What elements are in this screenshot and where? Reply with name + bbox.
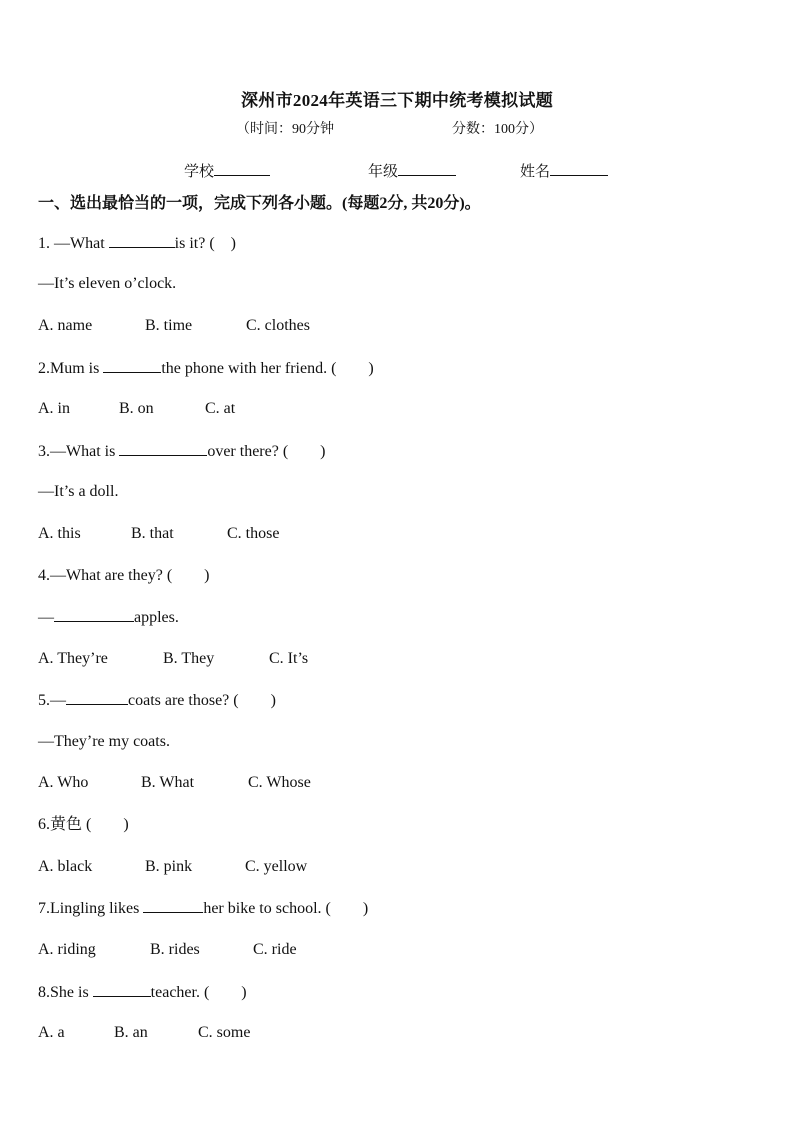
- exam-score: 分数：100分）: [452, 122, 543, 137]
- option-a[interactable]: A. in: [38, 400, 70, 417]
- exam-time: （时间：90分钟: [236, 122, 334, 137]
- question-1: 1. —What is it? ( ): [38, 235, 236, 252]
- school-blank: [214, 163, 270, 176]
- option-b[interactable]: B. rides: [150, 941, 200, 958]
- option-b[interactable]: B. pink: [145, 858, 193, 875]
- option-b[interactable]: B. What: [141, 774, 195, 791]
- answer-line-3: —It’s a doll.: [38, 483, 119, 500]
- option-a[interactable]: A. a: [38, 1024, 65, 1041]
- option-b[interactable]: B. an: [114, 1024, 148, 1041]
- grade-blank: [398, 163, 456, 176]
- answer-line-1: —It’s eleven o’clock.: [38, 275, 177, 292]
- option-c[interactable]: C. yellow: [245, 858, 308, 875]
- answer-line-5: —They’re my coats.: [38, 733, 170, 750]
- question-5: 5.— coats are those? ( ): [38, 692, 276, 709]
- answer-blank[interactable]: [54, 607, 134, 622]
- options-4: [38, 649, 308, 669]
- option-a[interactable]: A. black: [38, 858, 93, 875]
- name-field[interactable]: [520, 160, 608, 181]
- answer-line-4: — apples.: [38, 609, 179, 626]
- question-8: 8.She is teacher. ( ): [38, 984, 247, 1001]
- grade-label: 年级: [368, 164, 399, 180]
- option-c[interactable]: C. at: [205, 400, 236, 417]
- options-7: [38, 940, 297, 960]
- option-a[interactable]: A. name: [38, 317, 93, 334]
- answer-blank[interactable]: [103, 358, 161, 373]
- option-b[interactable]: B. They: [163, 650, 215, 667]
- option-b[interactable]: B. time: [145, 317, 193, 334]
- question-3: 3.—What is over there? ( ): [38, 443, 326, 460]
- option-a[interactable]: A. They’re: [38, 650, 108, 667]
- school-field[interactable]: [184, 160, 270, 181]
- question-6: 6.黄色 ( ): [38, 816, 129, 833]
- answer-blank[interactable]: [66, 690, 128, 705]
- answer-blank[interactable]: [143, 898, 203, 913]
- answer-blank[interactable]: [93, 982, 151, 997]
- option-a[interactable]: A. Who: [38, 774, 89, 791]
- answer-blank[interactable]: [109, 233, 175, 248]
- name-blank: [550, 163, 608, 176]
- school-label: 学校: [184, 164, 215, 180]
- option-a[interactable]: A. this: [38, 525, 81, 542]
- grade-field[interactable]: [368, 160, 456, 181]
- option-c[interactable]: C. ride: [253, 941, 297, 958]
- options-5: [38, 773, 311, 793]
- options-8: [38, 1023, 250, 1043]
- option-c[interactable]: C. It’s: [269, 650, 309, 667]
- options-1: [38, 316, 310, 336]
- answer-blank[interactable]: [119, 441, 207, 456]
- option-b[interactable]: B. on: [119, 400, 154, 417]
- option-a[interactable]: A. riding: [38, 941, 96, 958]
- name-label: 姓名: [520, 164, 551, 180]
- section-heading: 一、选出最恰当的一项，完成下列各小题。(每题2分, 共20分)。: [38, 195, 481, 212]
- question-4: 4.—What are they? ( ): [38, 567, 210, 584]
- option-c[interactable]: C. clothes: [246, 317, 310, 334]
- page-title: 深州市2024年英语三下期中统考模拟试题: [241, 91, 553, 110]
- option-b[interactable]: B. that: [131, 525, 174, 542]
- option-c[interactable]: C. those: [227, 525, 280, 542]
- question-7: 7.Lingling likes her bike to school. ( ): [38, 900, 369, 917]
- option-c[interactable]: C. some: [198, 1024, 251, 1041]
- option-c[interactable]: C. Whose: [248, 774, 311, 791]
- question-2: 2.Mum is the phone with her friend. ( ): [38, 360, 374, 377]
- options-2: [38, 399, 235, 419]
- options-6: [38, 857, 307, 877]
- options-3: [38, 524, 279, 544]
